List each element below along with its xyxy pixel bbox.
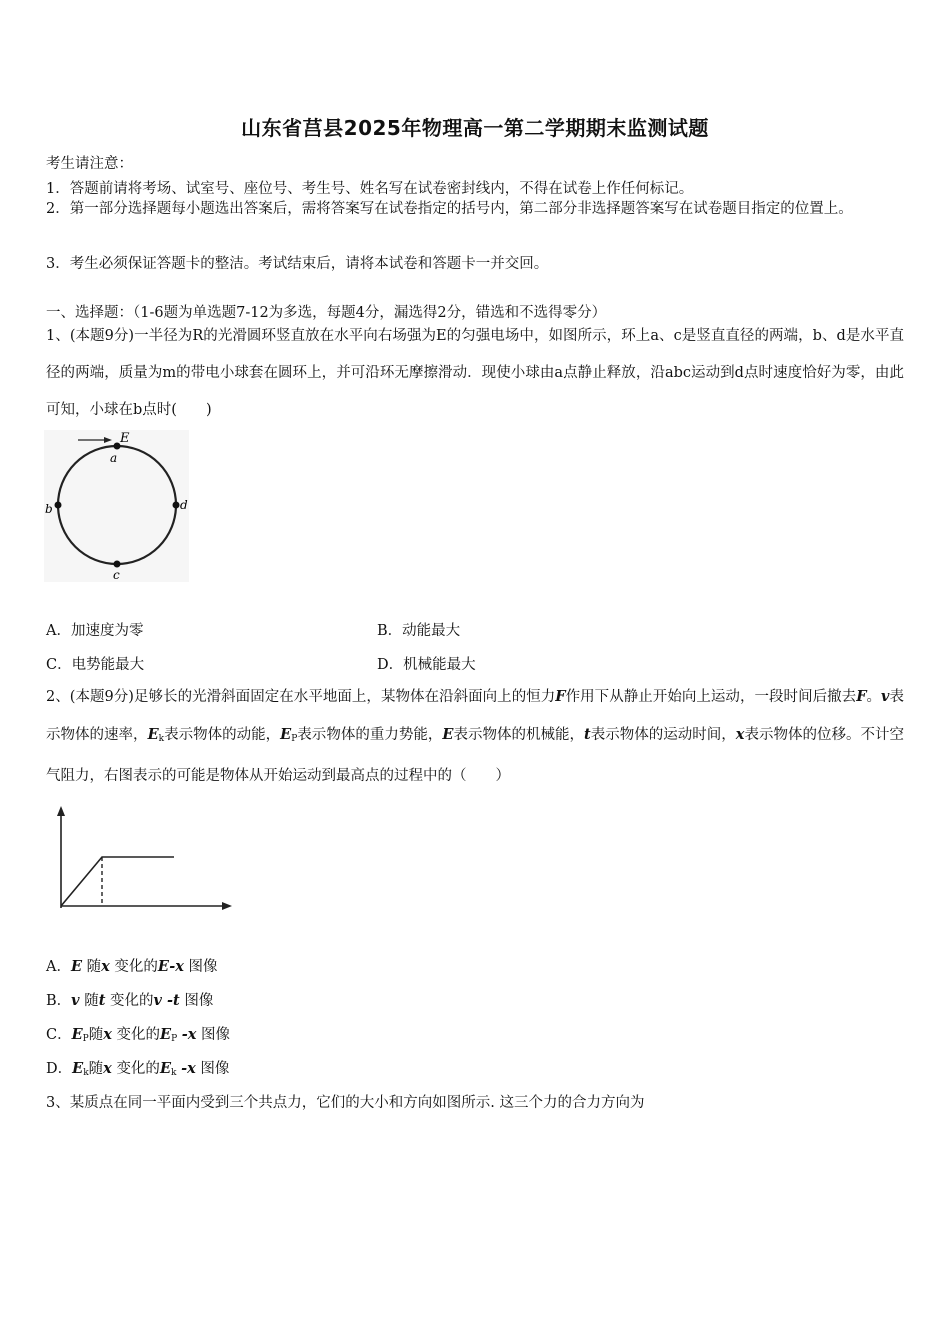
label-c: c	[113, 568, 120, 582]
q1-option-a: A．加速度为零	[46, 623, 144, 639]
question-2-text	[46, 678, 904, 795]
page-title: 山东省莒县2025年物理高一第二学期期末监测试题	[241, 116, 709, 140]
q2-text-part: 表示物体的位移。不计空气阻力，右图表示的可能是物体从开始运动到最高点的过程中的（ ）	[46, 727, 905, 784]
q2-symbol-F: F	[555, 688, 566, 705]
q1-option-b: B．动能最大	[377, 623, 461, 639]
q2-option-a	[46, 955, 218, 976]
q1-option-c: C．电势能最大	[46, 657, 145, 673]
option-label: B．	[46, 993, 72, 1009]
point-d	[173, 502, 180, 509]
notice-heading: 考生请注意：	[46, 156, 133, 172]
option-symbol: E	[72, 1060, 84, 1077]
option-text: 变化的	[114, 959, 158, 975]
q2-text-part: 表示物体的速率，	[46, 689, 905, 743]
option-text: 图像	[201, 1027, 231, 1043]
q2-text-part: 作用下从静止开始向上运动，一段时间后撤去	[565, 689, 857, 705]
option-symbol: E	[160, 1026, 172, 1043]
option-text: 随	[84, 993, 99, 1009]
option-subscript: k	[83, 1068, 89, 1078]
x-axis-arrow	[222, 902, 232, 910]
label-d: d	[180, 498, 188, 512]
option-text: 变化的	[116, 1061, 160, 1077]
option-symbol: E	[71, 1026, 83, 1043]
q2-text-part: 。	[866, 689, 882, 705]
q2-subscript: P	[291, 734, 298, 744]
option-symbol: E-x	[157, 958, 184, 975]
option-subscript: P	[171, 1034, 178, 1044]
option-symbol: E	[159, 1060, 171, 1077]
option-text: 随	[86, 959, 102, 975]
option-symbol: -x	[181, 1060, 196, 1077]
q2-symbol-E: E	[442, 726, 454, 743]
q2-symbol-Ek: E	[147, 726, 159, 743]
q2-text-part: 表示物体的机械能，	[453, 727, 585, 743]
q1-option-d: D．机械能最大	[377, 657, 476, 673]
option-symbol: t	[98, 992, 106, 1009]
q2-option-d	[46, 1057, 229, 1078]
q2-symbol-t: t	[584, 726, 591, 743]
q2-option-b	[46, 989, 213, 1010]
point-b	[55, 502, 62, 509]
option-label: A．	[46, 959, 71, 975]
option-text: 图像	[200, 1061, 230, 1077]
q2-symbol-x: x	[735, 726, 745, 743]
point-c	[114, 561, 121, 568]
q2-text-part: 表示物体的重力势能，	[297, 727, 443, 743]
option-symbol: -x	[181, 1026, 197, 1043]
circle-ring-figure	[44, 430, 189, 582]
option-text: 随	[88, 1061, 104, 1077]
option-text: 随	[88, 1027, 104, 1043]
y-axis-arrow	[57, 806, 65, 816]
q2-text-part: 表示物体的动能，	[164, 727, 281, 743]
graph-line	[61, 857, 174, 906]
q2-symbol-v: v	[881, 688, 890, 705]
q2-option-c	[46, 1023, 230, 1044]
option-label: C．	[46, 1027, 72, 1043]
question-3-text: 3、某质点在同一平面内受到三个共点力，它们的大小和方向如图所示. 这三个力的合力方向为	[46, 1095, 645, 1111]
q2-subscript: k	[158, 734, 165, 744]
option-subscript: P	[82, 1034, 89, 1044]
option-symbol: E	[70, 958, 83, 975]
option-symbol: x	[103, 1026, 112, 1043]
notice-item: 2．第一部分选择题每小题选出答案后，需将答案写在试卷指定的括号内，第二部分非选择题答案写在试卷题目指定的位置上。	[46, 201, 853, 217]
q2-symbol-F: F	[856, 688, 867, 705]
question-1-text: 1、(本题9分)一半径为R的光滑圆环竖直放在水平向右场强为E的匀强电场中，如图所示，环上a、c是竖直直径的两端，b、d是水平直径的两端，质量为m的带电小球套在圆环上，并可沿环无摩擦滑动．现使小球由a点静止释放，沿abc运动到d点时速度恰好为零，由此可知，小球在b点时( )	[46, 328, 904, 418]
notice-item: 3．考生必须保证答题卡的整洁。考试结束后，请将本试卷和答题卡一并交回。	[46, 256, 549, 272]
q2-text-part: 表示物体的运动时间，	[590, 727, 736, 743]
notice-item: 1．答题前请将考场、试室号、座位号、考生号、姓名写在试卷密封线内，不得在试卷上作任何标记。	[46, 181, 694, 197]
option-text: 图像	[184, 993, 214, 1009]
graph-figure	[50, 800, 240, 915]
option-subscript: k	[171, 1068, 177, 1078]
label-b: b	[45, 502, 53, 516]
label-a: a	[110, 451, 118, 465]
q2-symbol-Ep: E	[280, 726, 292, 743]
option-symbol: x	[103, 1060, 112, 1077]
point-a	[114, 443, 121, 450]
option-symbol: v	[71, 992, 80, 1009]
label-E: E	[120, 431, 130, 446]
section-heading: 一、选择题：（1-6题为单选题7-12为多选，每题4分，漏选得2分，错选和不选得零分）	[46, 305, 607, 321]
q2-text-part: 2、(本题9分)足够长的光滑斜面固定在水平地面上，某物体在沿斜面向上的恒力	[46, 689, 556, 705]
option-text: 图像	[188, 959, 218, 975]
option-text: 变化的	[116, 1027, 160, 1043]
option-symbol: v -t	[153, 992, 180, 1009]
option-symbol: x	[101, 958, 110, 975]
option-text: 变化的	[110, 993, 154, 1009]
option-label: D．	[46, 1061, 73, 1077]
